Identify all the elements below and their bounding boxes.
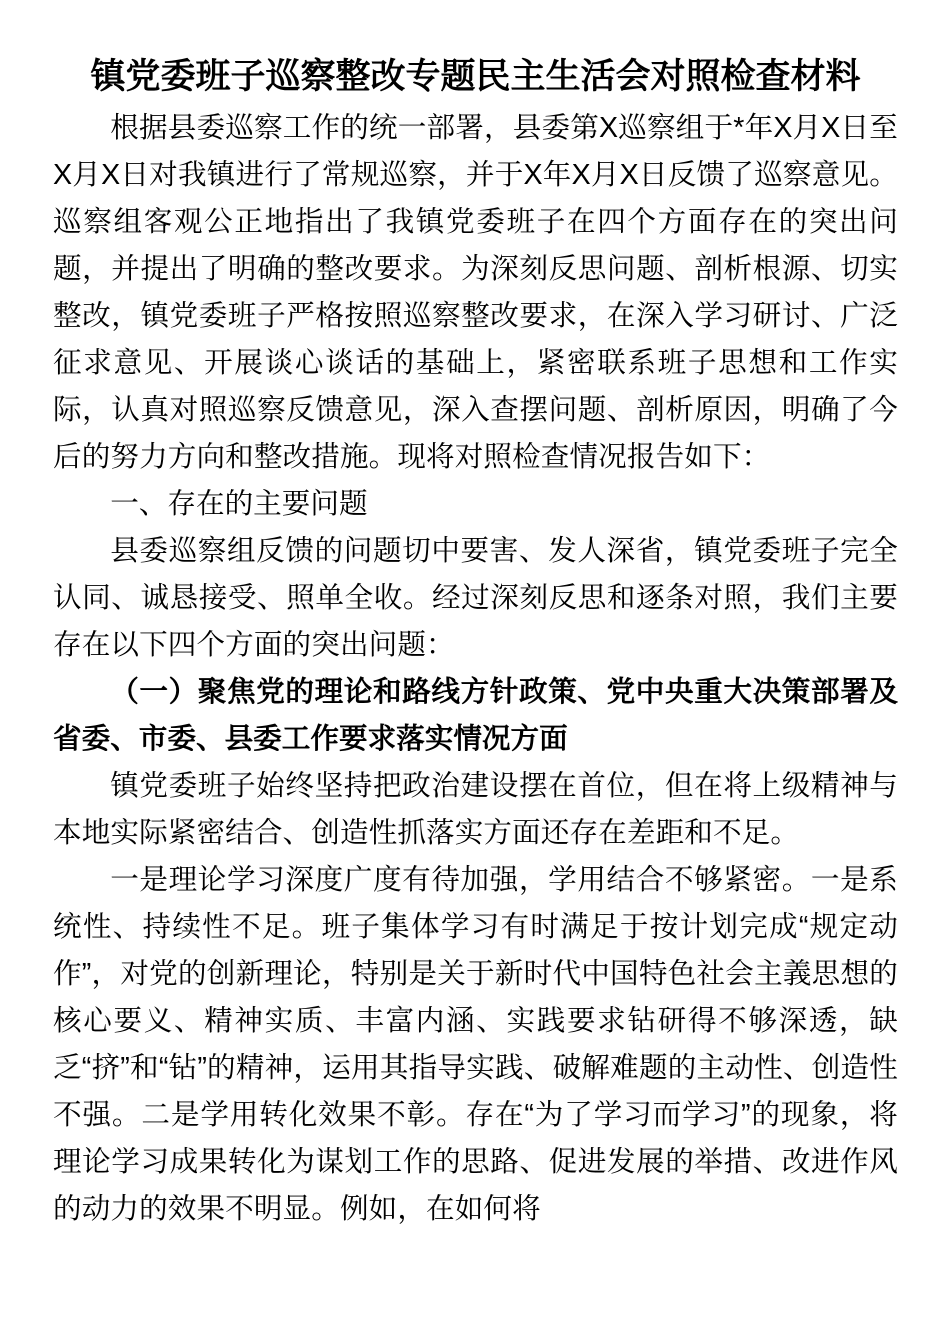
paragraph-intro: 根据县委巡察工作的统一部署，县委第X巡察组于*年X月X日至X月X日对我镇进行了常规巡察，并于X年X月X日反馈了巡察意见。巡察组客观公正地指出了我镇党委班子在四个方面存在的突出问题，并提出了明确的整改要求。为深刻反思问题、剖析根源、切实整改，镇党委班子严格按照巡察整改要求，在深入学习研讨、广泛征求意见、开展谈心谈话的基础上，紧密联系班子思想和工作实际，认真对照巡察反馈意见，深入查摆问题、剖析原因，明确了今后的努力方向和整改措施。现将对照检查情况报告如下： (53, 112, 898, 473)
document-body (53, 0, 898, 1233)
paragraph-subsection-one-lead: 镇党委班子始终坚持把政治建设摆在首位，但在将上级精神与本地实际紧密结合、创造性抓落实方面还存在差距和不足。 (53, 770, 898, 849)
page-title: 镇党委班子巡察整改专题民主生活会对照检查材料 (90, 57, 861, 96)
paragraph-subsection-one-item-one: 一是理论学习深度广度有待加强，学用结合不够紧密。一是系统性、持续性不足。班子集体学习有时满足于按计划完成“规定动作”，对党的创新理论，特别是关于新时代中国特色社会主義思想的核心要义、精神实质、丰富内涵、实践要求钻研得不够深透，缺乏“挤”和“钻”的精神，运用其指导实践、破解难题的主动性、创造性不强。二是学用转化效果不彰。存在“为了学习而学习”的现象，将理论学习成果转化为谋划工作的思路、促进发展的举措、改进作风的动力的效果不明显。例如，在如何将 (53, 864, 898, 1225)
section-heading-one: 一、存在的主要问题 (110, 488, 368, 520)
paragraph-section-one-lead: 县委巡察组反馈的问题切中要害、发人深省，镇党委班子完全认同、诚恳接受、照单全收。经过深刻反思和逐条对照，我们主要存在以下四个方面的突出问题： (53, 535, 898, 661)
subsection-heading-one: （一）聚焦党的理论和路线方针政策、党中央重大决策部署及省委、市委、县委工作要求落实情况方面 (53, 676, 898, 755)
